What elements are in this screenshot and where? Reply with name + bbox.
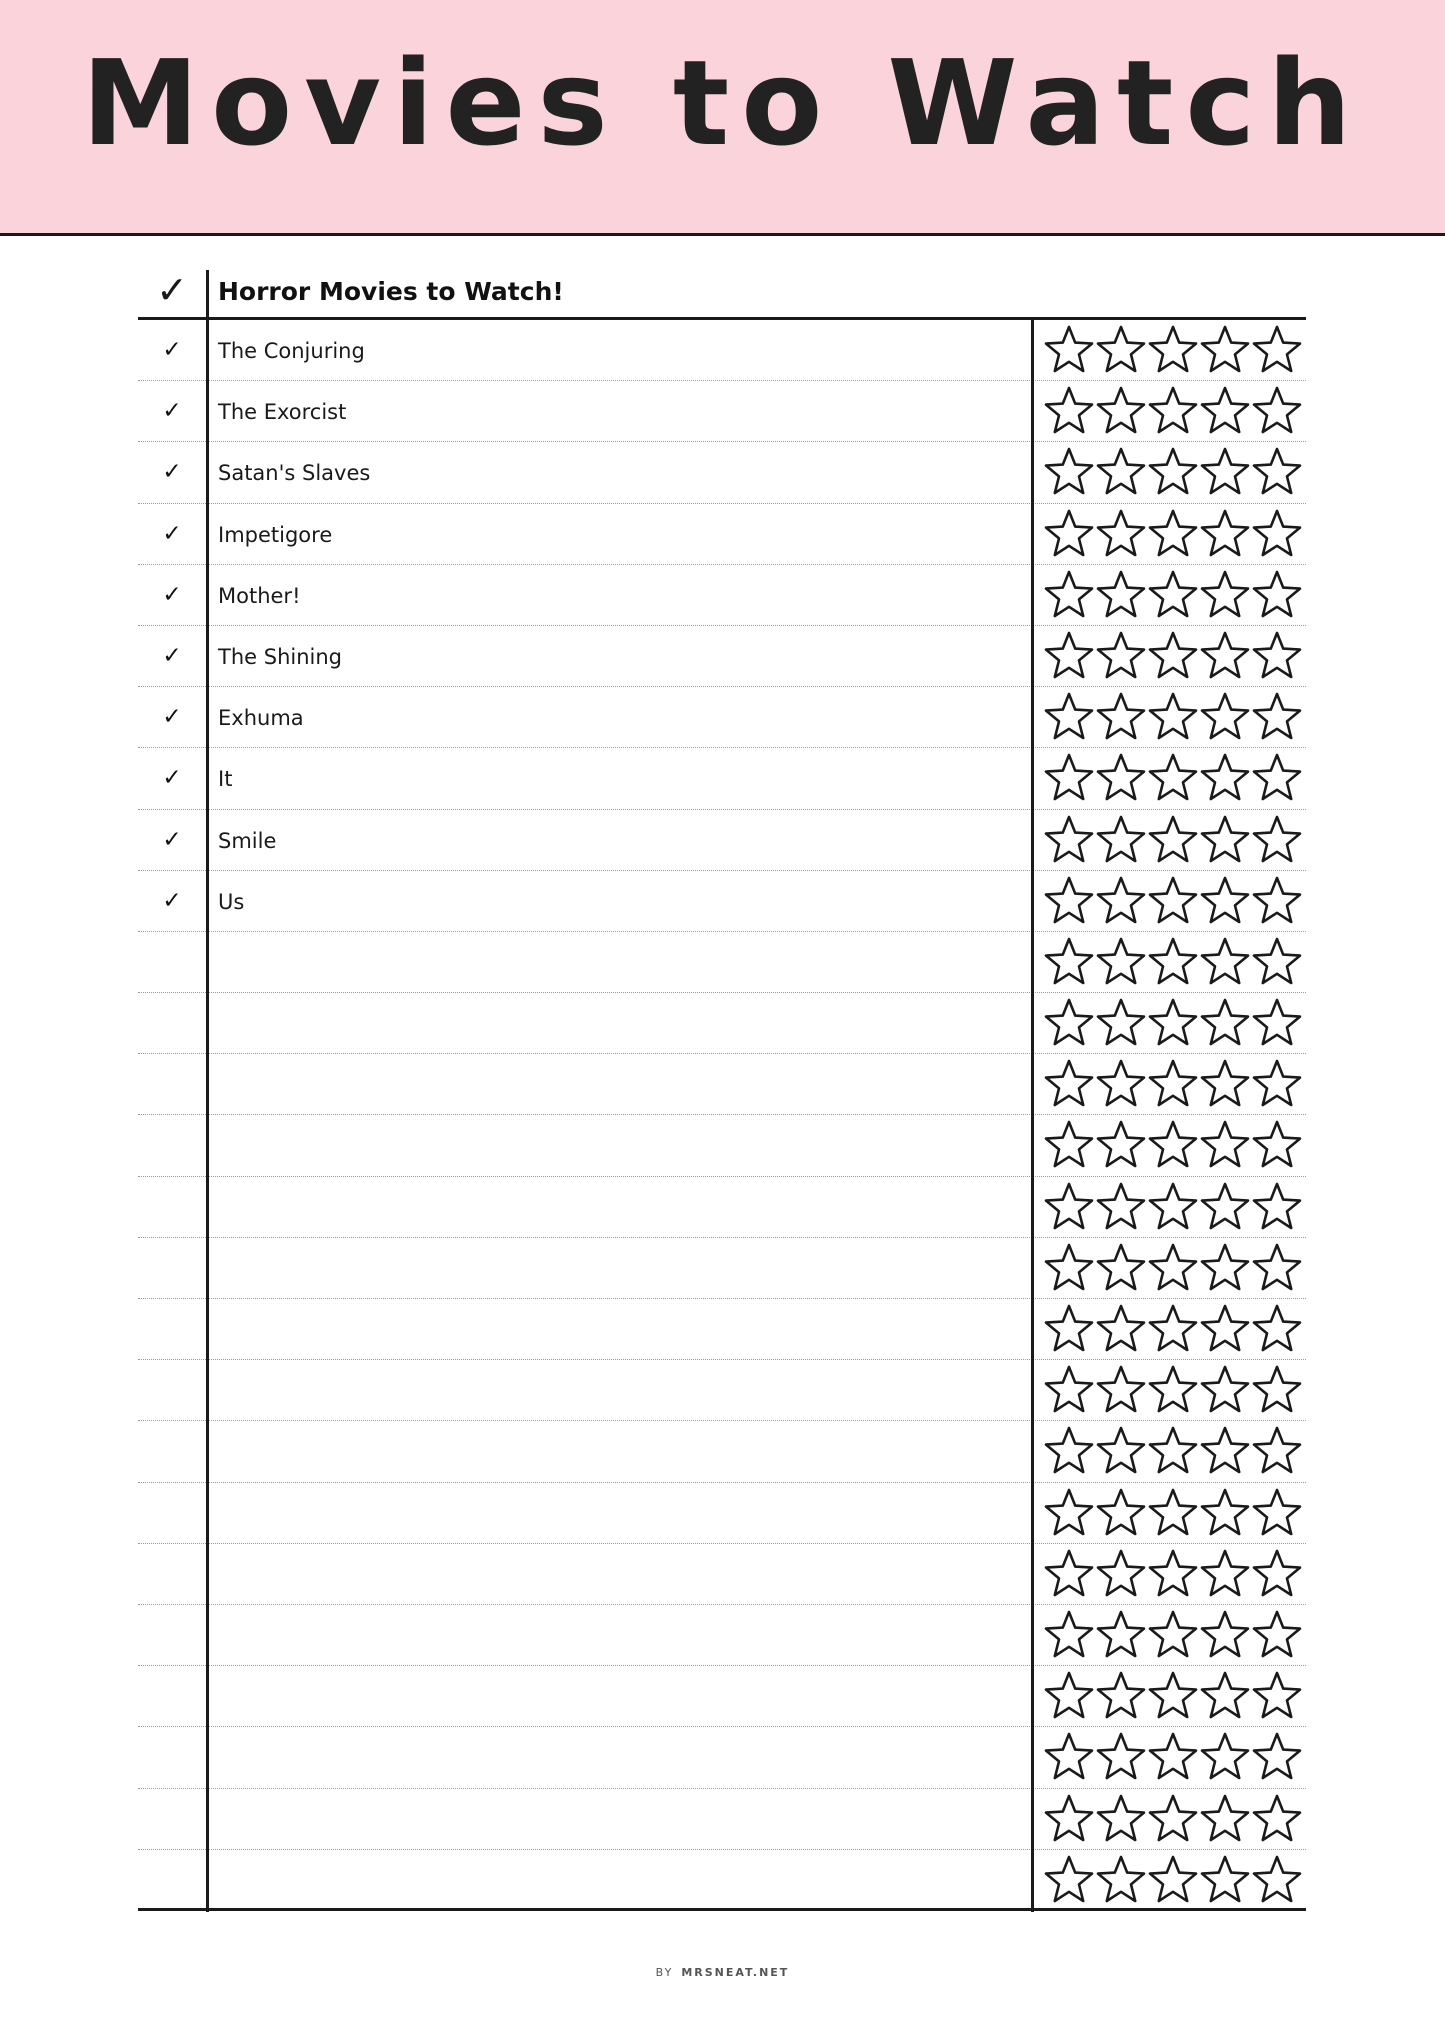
star-outline-icon[interactable] xyxy=(1251,445,1303,499)
watched-checkbox[interactable] xyxy=(138,932,206,992)
star-outline-icon[interactable] xyxy=(1199,1302,1251,1356)
star-outline-icon[interactable] xyxy=(1199,1730,1251,1784)
star-outline-icon[interactable] xyxy=(1147,629,1199,683)
star-outline-icon[interactable] xyxy=(1147,996,1199,1050)
star-outline-icon[interactable] xyxy=(1199,1669,1251,1723)
title-banner xyxy=(0,0,1445,236)
checkmark-icon: ✓ xyxy=(156,268,188,312)
check-column-divider xyxy=(206,270,209,1912)
star-rating xyxy=(1043,1423,1305,1479)
list-item xyxy=(138,1605,1306,1666)
star-outline-icon[interactable] xyxy=(1043,813,1095,867)
list-item xyxy=(138,993,1306,1054)
star-outline-icon[interactable] xyxy=(1043,323,1095,377)
star-outline-icon[interactable] xyxy=(1095,935,1147,989)
star-outline-icon[interactable] xyxy=(1095,445,1147,499)
movie-rows xyxy=(138,320,1306,1911)
movie-title[interactable]: The Conjuring xyxy=(218,339,365,363)
star-rating xyxy=(1043,1056,1305,1112)
star-outline-icon[interactable] xyxy=(1251,1118,1303,1172)
star-outline-icon[interactable] xyxy=(1095,1853,1147,1907)
watched-checkbox[interactable] xyxy=(138,1544,206,1604)
star-outline-icon[interactable] xyxy=(1147,874,1199,928)
star-outline-icon[interactable] xyxy=(1251,1241,1303,1295)
star-outline-icon[interactable] xyxy=(1095,1241,1147,1295)
star-outline-icon[interactable] xyxy=(1147,1669,1199,1723)
star-rating xyxy=(1043,1729,1305,1785)
star-outline-icon[interactable] xyxy=(1147,1853,1199,1907)
watched-checkbox[interactable] xyxy=(138,1238,206,1298)
list-item xyxy=(138,687,1306,748)
star-rating xyxy=(1043,689,1305,745)
star-outline-icon[interactable] xyxy=(1043,1118,1095,1172)
watched-checkbox[interactable] xyxy=(138,1483,206,1543)
star-outline-icon[interactable] xyxy=(1095,813,1147,867)
list-title: Horror Movies to Watch! xyxy=(218,277,564,306)
watched-checkbox[interactable] xyxy=(138,1054,206,1114)
star-outline-icon[interactable] xyxy=(1095,629,1147,683)
star-rating xyxy=(1043,1362,1305,1418)
star-outline-icon[interactable] xyxy=(1251,1363,1303,1417)
star-outline-icon[interactable] xyxy=(1147,507,1199,561)
star-outline-icon[interactable] xyxy=(1147,1180,1199,1234)
star-rating xyxy=(1043,1240,1305,1296)
star-rating xyxy=(1043,812,1305,868)
star-outline-icon[interactable] xyxy=(1095,1730,1147,1784)
star-outline-icon[interactable] xyxy=(1251,1424,1303,1478)
star-outline-icon[interactable] xyxy=(1251,1057,1303,1111)
movie-title[interactable]: Smile xyxy=(218,828,277,853)
movie-checklist xyxy=(138,262,1306,1912)
watched-checkbox[interactable] xyxy=(138,1789,206,1849)
star-outline-icon[interactable] xyxy=(1147,1118,1199,1172)
star-rating xyxy=(1043,995,1305,1051)
list-item xyxy=(138,320,1306,381)
list-item xyxy=(138,565,1306,626)
star-outline-icon[interactable] xyxy=(1199,629,1251,683)
watched-checkbox[interactable] xyxy=(138,1115,206,1175)
star-outline-icon[interactable] xyxy=(1251,323,1303,377)
page-title: Movies to Watch xyxy=(81,34,1364,172)
star-outline-icon[interactable] xyxy=(1199,1057,1251,1111)
watched-checkbox[interactable]: ✓ xyxy=(162,459,182,486)
star-outline-icon[interactable] xyxy=(1199,690,1251,744)
star-outline-icon[interactable] xyxy=(1251,629,1303,683)
star-outline-icon[interactable] xyxy=(1095,1608,1147,1662)
star-outline-icon[interactable] xyxy=(1251,935,1303,989)
list-item xyxy=(138,1177,1306,1238)
star-outline-icon[interactable] xyxy=(1095,874,1147,928)
star-outline-icon[interactable] xyxy=(1095,1669,1147,1723)
list-item xyxy=(138,1054,1306,1115)
watched-checkbox[interactable] xyxy=(138,1421,206,1481)
star-outline-icon[interactable] xyxy=(1251,874,1303,928)
star-outline-icon[interactable] xyxy=(1043,445,1095,499)
footer-by: BY xyxy=(655,1966,674,1979)
list-item xyxy=(138,932,1306,993)
list-item xyxy=(138,626,1306,687)
star-rating xyxy=(1043,750,1305,806)
star-outline-icon[interactable] xyxy=(1251,1486,1303,1540)
star-outline-icon[interactable] xyxy=(1251,751,1303,805)
star-outline-icon[interactable] xyxy=(1199,1180,1251,1234)
star-outline-icon[interactable] xyxy=(1199,1118,1251,1172)
star-outline-icon[interactable] xyxy=(1095,323,1147,377)
rating-column-divider xyxy=(1031,320,1034,1912)
list-item xyxy=(138,748,1306,809)
watched-checkbox[interactable] xyxy=(138,1850,206,1908)
star-outline-icon[interactable] xyxy=(1095,751,1147,805)
star-outline-icon[interactable] xyxy=(1251,690,1303,744)
star-rating xyxy=(1043,1852,1305,1908)
star-outline-icon[interactable] xyxy=(1251,507,1303,561)
star-outline-icon[interactable] xyxy=(1043,1792,1095,1846)
star-outline-icon[interactable] xyxy=(1251,1730,1303,1784)
star-rating xyxy=(1043,383,1305,439)
star-outline-icon[interactable] xyxy=(1095,1057,1147,1111)
watched-checkbox[interactable]: ✓ xyxy=(162,765,182,792)
star-outline-icon[interactable] xyxy=(1043,1547,1095,1601)
star-outline-icon[interactable] xyxy=(1043,751,1095,805)
list-item xyxy=(138,871,1306,932)
star-outline-icon[interactable] xyxy=(1199,1792,1251,1846)
star-outline-icon[interactable] xyxy=(1095,996,1147,1050)
list-item xyxy=(138,504,1306,565)
star-outline-icon[interactable] xyxy=(1095,1363,1147,1417)
star-outline-icon[interactable] xyxy=(1043,507,1095,561)
star-outline-icon[interactable] xyxy=(1095,1792,1147,1846)
list-item xyxy=(138,1299,1306,1360)
star-outline-icon[interactable] xyxy=(1199,1486,1251,1540)
star-outline-icon[interactable] xyxy=(1043,629,1095,683)
watched-checkbox[interactable]: ✓ xyxy=(162,581,182,608)
watched-checkbox[interactable] xyxy=(138,1727,206,1787)
star-outline-icon[interactable] xyxy=(1147,445,1199,499)
star-outline-icon[interactable] xyxy=(1095,384,1147,438)
star-outline-icon[interactable] xyxy=(1199,1608,1251,1662)
star-outline-icon[interactable] xyxy=(1095,507,1147,561)
list-item xyxy=(138,1666,1306,1727)
star-outline-icon[interactable] xyxy=(1251,996,1303,1050)
watched-checkbox[interactable] xyxy=(138,1299,206,1359)
movie-title[interactable]: It xyxy=(218,767,233,792)
star-outline-icon[interactable] xyxy=(1199,384,1251,438)
star-outline-icon[interactable] xyxy=(1199,568,1251,622)
star-outline-icon[interactable] xyxy=(1043,1241,1095,1295)
movie-title[interactable]: The Exorcist xyxy=(218,400,347,425)
watched-checkbox[interactable]: ✓ xyxy=(162,642,182,669)
star-outline-icon[interactable] xyxy=(1043,996,1095,1050)
movie-title[interactable]: Us xyxy=(218,889,245,914)
footer-site: MRSNEAT.NET xyxy=(681,1966,790,1979)
list-item xyxy=(138,1727,1306,1788)
watched-checkbox[interactable] xyxy=(138,1666,206,1726)
star-outline-icon[interactable] xyxy=(1199,323,1251,377)
star-outline-icon[interactable] xyxy=(1199,445,1251,499)
star-rating xyxy=(1043,322,1305,378)
star-outline-icon[interactable] xyxy=(1199,507,1251,561)
star-outline-icon[interactable] xyxy=(1043,1853,1095,1907)
list-item xyxy=(138,442,1306,503)
star-outline-icon[interactable] xyxy=(1095,1180,1147,1234)
star-outline-icon[interactable] xyxy=(1147,1730,1199,1784)
watched-checkbox[interactable]: ✓ xyxy=(162,826,182,853)
star-outline-icon[interactable] xyxy=(1251,568,1303,622)
star-outline-icon[interactable] xyxy=(1251,1792,1303,1846)
star-rating xyxy=(1043,1668,1305,1724)
watched-checkbox[interactable] xyxy=(138,1360,206,1420)
watched-checkbox[interactable]: ✓ xyxy=(162,520,182,547)
movie-title[interactable]: The Shining xyxy=(218,644,342,669)
list-item xyxy=(138,1115,1306,1176)
star-outline-icon[interactable] xyxy=(1147,690,1199,744)
watched-checkbox[interactable]: ✓ xyxy=(162,398,182,425)
star-outline-icon[interactable] xyxy=(1043,1730,1095,1784)
movie-title[interactable]: Satan's Slaves xyxy=(218,461,371,486)
star-outline-icon[interactable] xyxy=(1251,1547,1303,1601)
list-item xyxy=(138,1789,1306,1850)
star-rating xyxy=(1043,934,1305,990)
star-outline-icon[interactable] xyxy=(1147,323,1199,377)
star-outline-icon[interactable] xyxy=(1251,1180,1303,1234)
star-outline-icon[interactable] xyxy=(1199,996,1251,1050)
star-outline-icon[interactable] xyxy=(1095,568,1147,622)
star-outline-icon[interactable] xyxy=(1251,813,1303,867)
star-outline-icon[interactable] xyxy=(1147,1302,1199,1356)
star-outline-icon[interactable] xyxy=(1251,1669,1303,1723)
list-item xyxy=(138,1850,1306,1911)
star-outline-icon[interactable] xyxy=(1043,568,1095,622)
star-outline-icon[interactable] xyxy=(1199,813,1251,867)
star-outline-icon[interactable] xyxy=(1199,751,1251,805)
list-item xyxy=(138,1360,1306,1421)
star-outline-icon[interactable] xyxy=(1043,935,1095,989)
star-outline-icon[interactable] xyxy=(1043,1180,1095,1234)
star-outline-icon[interactable] xyxy=(1147,1241,1199,1295)
watched-checkbox[interactable]: ✓ xyxy=(162,704,182,731)
star-outline-icon[interactable] xyxy=(1147,751,1199,805)
star-outline-icon[interactable] xyxy=(1147,384,1199,438)
list-item xyxy=(138,1238,1306,1299)
star-outline-icon[interactable] xyxy=(1147,1057,1199,1111)
movie-title[interactable]: Exhuma xyxy=(218,706,304,731)
star-rating xyxy=(1043,567,1305,623)
star-outline-icon[interactable] xyxy=(1251,1853,1303,1907)
star-outline-icon[interactable] xyxy=(1043,1302,1095,1356)
star-outline-icon[interactable] xyxy=(1043,1424,1095,1478)
footer-credit xyxy=(0,1966,1445,1979)
star-outline-icon[interactable] xyxy=(1043,690,1095,744)
watched-checkbox[interactable] xyxy=(138,1177,206,1237)
star-outline-icon[interactable] xyxy=(1043,384,1095,438)
movie-title[interactable]: Mother! xyxy=(218,583,301,608)
star-rating xyxy=(1043,1791,1305,1847)
star-outline-icon[interactable] xyxy=(1147,1608,1199,1662)
star-outline-icon[interactable] xyxy=(1251,1608,1303,1662)
star-rating xyxy=(1043,1485,1305,1541)
star-outline-icon[interactable] xyxy=(1199,1241,1251,1295)
watched-checkbox[interactable] xyxy=(138,993,206,1053)
star-rating xyxy=(1043,1607,1305,1663)
star-outline-icon[interactable] xyxy=(1043,1057,1095,1111)
star-outline-icon[interactable] xyxy=(1199,935,1251,989)
star-outline-icon[interactable] xyxy=(1147,1547,1199,1601)
star-outline-icon[interactable] xyxy=(1095,1486,1147,1540)
list-item xyxy=(138,1421,1306,1482)
star-outline-icon[interactable] xyxy=(1199,1424,1251,1478)
star-rating xyxy=(1043,444,1305,500)
star-outline-icon[interactable] xyxy=(1095,690,1147,744)
star-outline-icon[interactable] xyxy=(1095,1118,1147,1172)
star-rating xyxy=(1043,1179,1305,1235)
star-rating xyxy=(1043,873,1305,929)
star-rating xyxy=(1043,506,1305,562)
star-outline-icon[interactable] xyxy=(1199,874,1251,928)
star-outline-icon[interactable] xyxy=(1043,1363,1095,1417)
list-header xyxy=(138,262,1306,320)
movie-title[interactable]: Impetigore xyxy=(218,522,333,547)
star-outline-icon[interactable] xyxy=(1251,384,1303,438)
star-outline-icon[interactable] xyxy=(1043,1608,1095,1662)
star-outline-icon[interactable] xyxy=(1043,874,1095,928)
list-item xyxy=(138,381,1306,442)
star-outline-icon[interactable] xyxy=(1043,1486,1095,1540)
star-outline-icon[interactable] xyxy=(1251,1302,1303,1356)
star-outline-icon[interactable] xyxy=(1199,1363,1251,1417)
list-item xyxy=(138,810,1306,871)
star-outline-icon[interactable] xyxy=(1147,568,1199,622)
star-rating xyxy=(1043,1301,1305,1357)
star-outline-icon[interactable] xyxy=(1095,1424,1147,1478)
star-outline-icon[interactable] xyxy=(1147,813,1199,867)
star-outline-icon[interactable] xyxy=(1095,1547,1147,1601)
star-outline-icon[interactable] xyxy=(1199,1547,1251,1601)
list-item xyxy=(138,1483,1306,1544)
star-rating xyxy=(1043,1117,1305,1173)
watched-checkbox[interactable] xyxy=(138,1605,206,1665)
star-rating xyxy=(1043,1546,1305,1602)
star-outline-icon[interactable] xyxy=(1147,1363,1199,1417)
watched-checkbox[interactable]: ✓ xyxy=(162,887,182,914)
watched-checkbox[interactable]: ✓ xyxy=(162,337,182,363)
star-outline-icon[interactable] xyxy=(1147,935,1199,989)
star-outline-icon[interactable] xyxy=(1147,1486,1199,1540)
list-item xyxy=(138,1544,1306,1605)
star-outline-icon[interactable] xyxy=(1147,1424,1199,1478)
star-outline-icon[interactable] xyxy=(1043,1669,1095,1723)
star-outline-icon[interactable] xyxy=(1095,1302,1147,1356)
star-rating xyxy=(1043,628,1305,684)
star-outline-icon[interactable] xyxy=(1199,1853,1251,1907)
star-outline-icon[interactable] xyxy=(1147,1792,1199,1846)
